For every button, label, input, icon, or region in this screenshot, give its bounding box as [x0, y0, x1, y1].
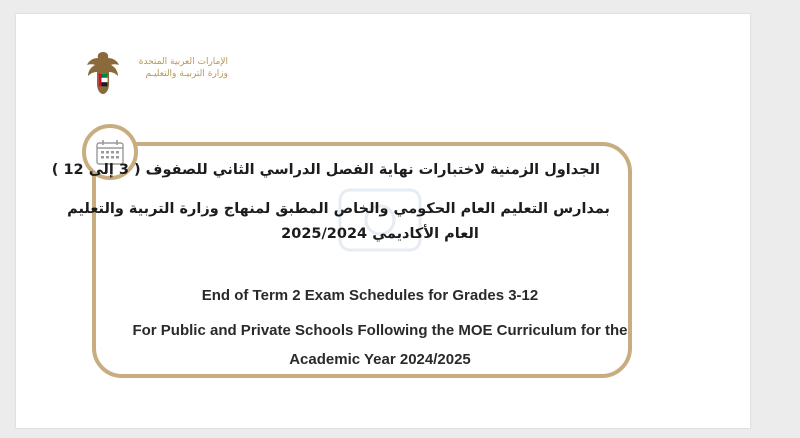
- watermark-logo: [330, 180, 430, 260]
- ministry-logo: [84, 50, 264, 98]
- ministry-name-line-1: الإمارات العربية المتحدة: [138, 57, 228, 67]
- title-ar-line-3: العام الأكاديمي 2025/2024: [281, 226, 479, 242]
- uae-emblem-icon: [84, 50, 122, 96]
- title-en-line-1: End of Term 2 Exam Schedules for Grades 3-12: [201, 287, 539, 304]
- ministry-name-line-2: وزارة التربيـة والتعليـم: [145, 69, 228, 79]
- title-en-line-3: Academic Year 2024/2025: [289, 351, 471, 368]
- title-ar-line-2: بمدارس التعليم العام الحكومي والخاص المطبق لمنهاج وزارة التربية والتعليم: [67, 201, 610, 217]
- title-ar-line-1: الجداول الزمنية لاختبارات نهاية الفصل الدراسي الثاني للصفوف ( 3 إلى 12 ): [51, 162, 600, 178]
- title-en-line-2: For Public and Private Schools Following the MOE Curriculum for the: [132, 322, 628, 339]
